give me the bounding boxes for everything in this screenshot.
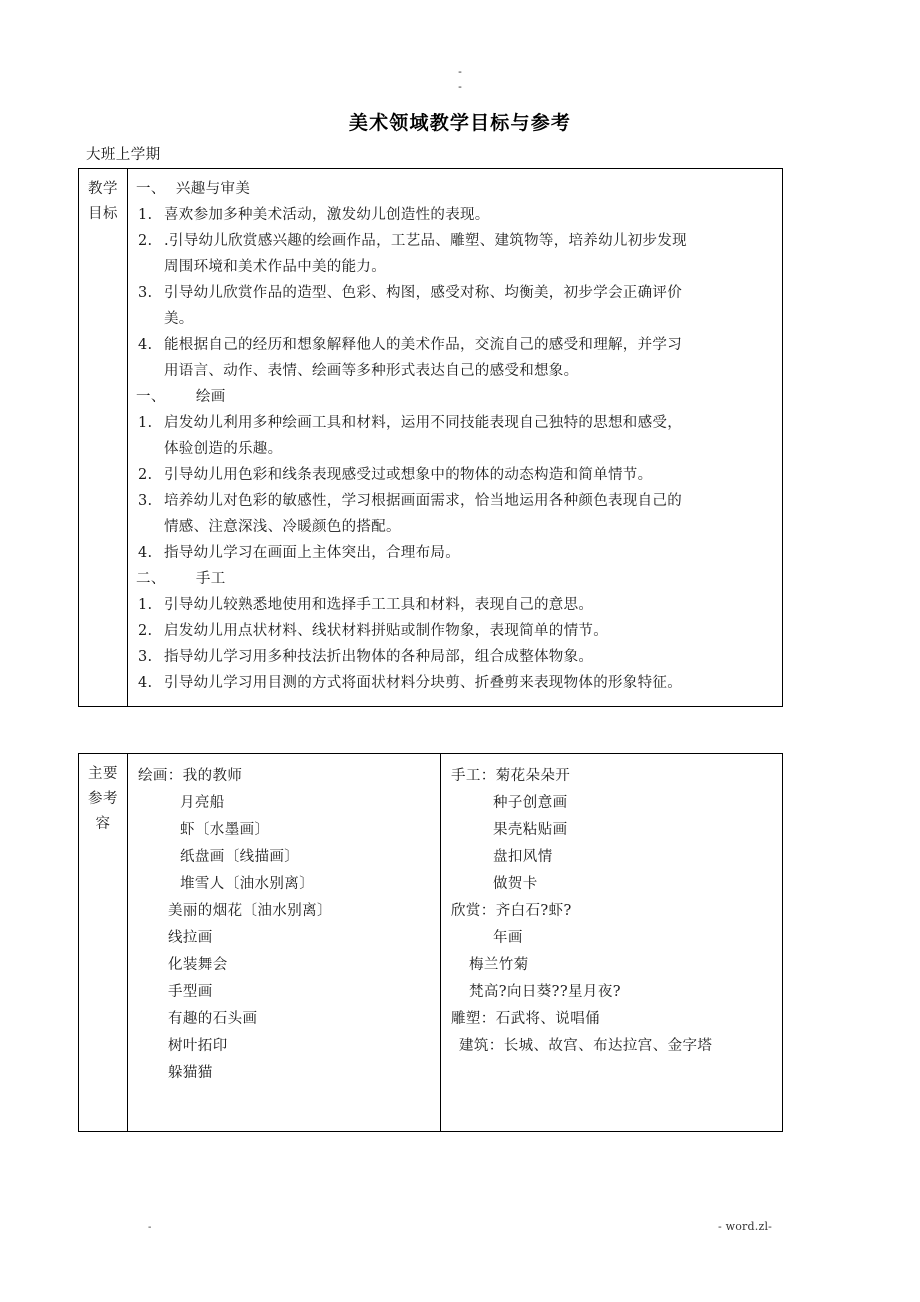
reference-list-item: 月亮船 <box>180 795 225 811</box>
reference-list-item: 有趣的石头画 <box>168 1011 258 1027</box>
document-subtitle: 大班上学期 <box>86 147 161 163</box>
list-item-number: 4. <box>138 675 153 691</box>
list-item-line: 引导幼儿用色彩和线条表现感受过或想象中的物体的动态构造和简单情节。 <box>164 467 653 483</box>
objectives-list-item <box>136 540 774 566</box>
objectives-list-item <box>136 592 774 618</box>
reference-list-item: 盘扣风情 <box>493 849 553 865</box>
list-item-line: 情感、注意深浅、冷暖颜色的搭配。 <box>164 519 401 535</box>
list-item-line: 引导幼儿欣赏作品的造型、色彩、构图，感受对称、均衡美，初步学会正确评价 <box>164 285 682 301</box>
list-item-line: 美。 <box>164 311 194 327</box>
objectives-label-line-2: 目标 <box>88 206 118 222</box>
list-item-line: .引导幼儿欣赏感兴趣的绘画作品，工艺品、雕塑、建筑物等，培养幼儿初步发现 <box>164 233 687 249</box>
list-item-number: 2. <box>138 623 153 639</box>
list-item-text <box>164 332 774 384</box>
reference-list-item: 雕塑：石武将、说唱俑 <box>451 1011 600 1027</box>
top-mark-2: - <box>458 80 462 93</box>
reference-list-item: 年画 <box>493 930 523 946</box>
page-title: 美术领域教学目标与参考 <box>348 112 572 134</box>
reference-list-item: 建筑：长城、故宫、布达拉宫、金字塔 <box>459 1038 713 1054</box>
list-item-line: 引导幼儿较熟悉地使用和选择手工工具和材料，表现自己的意思。 <box>164 597 594 613</box>
reference-list-item: 手型画 <box>168 984 213 1000</box>
reference-label-cell <box>79 754 128 1132</box>
list-item-text <box>164 280 774 332</box>
list-item-text <box>164 670 774 696</box>
objectives-list-item <box>136 462 774 488</box>
list-item-text <box>164 592 774 618</box>
list-item-number: 3. <box>138 649 153 665</box>
reference-list-item: 美丽的烟花〔油水别离〕 <box>168 903 332 919</box>
reference-list-item: 躲猫猫 <box>168 1065 213 1081</box>
objectives-list-item <box>136 280 774 332</box>
objectives-list-item <box>136 228 774 280</box>
list-item-line: 喜欢参加多种美术活动，激发幼儿创造性的表现。 <box>164 207 490 223</box>
main-reference-table <box>78 753 783 1132</box>
list-item-text <box>164 202 774 228</box>
list-item-line: 体验创造的乐趣。 <box>164 441 283 457</box>
footer-left-mark: - <box>148 1222 152 1233</box>
reference-list-item: 线拉画 <box>168 930 213 946</box>
reference-list-item: 堆雪人〔油水别离〕 <box>180 876 315 892</box>
list-item-text <box>164 540 774 566</box>
reference-list-item: 绘画：我的教师 <box>138 768 243 784</box>
objectives-list-item <box>136 202 774 228</box>
reference-column-spacer <box>451 1060 776 1094</box>
footer-watermark: - word.zl- <box>718 1220 773 1233</box>
list-item-number: 4. <box>138 545 153 561</box>
top-page-marks <box>0 64 920 94</box>
list-item-number: 2. <box>138 467 153 483</box>
objectives-section-heading: 二、 手工 <box>136 571 226 587</box>
reference-list-item: 纸盘画〔线描画〕 <box>180 849 300 865</box>
list-item-line: 启发幼儿利用多种绘画工具和材料，运用不同技能表现自己独特的思想和感受， <box>164 415 682 431</box>
objectives-list-item <box>136 670 774 696</box>
table-row <box>79 169 783 707</box>
reference-list-item: 果壳粘贴画 <box>493 822 568 838</box>
reference-list-item: 梅兰竹菊 <box>469 957 529 973</box>
list-item-number: 4. <box>138 337 153 353</box>
objectives-list-item <box>136 332 774 384</box>
teaching-objectives-table <box>78 168 783 707</box>
list-item-number: 3. <box>138 493 153 509</box>
list-item-text <box>164 228 774 280</box>
list-item-line: 用语言、动作、表情、绘画等多种形式表达自己的感受和想象。 <box>164 363 579 379</box>
list-item-number: 1. <box>138 207 153 223</box>
list-item-text <box>164 462 774 488</box>
objectives-list-item <box>136 644 774 670</box>
list-item-line: 周围环境和美术作品中美的能力。 <box>164 259 386 275</box>
objectives-list-item <box>136 488 774 540</box>
reference-label-line-2: 参考 <box>88 791 118 807</box>
list-item-line: 培养幼儿对色彩的敏感性，学习根据画面需求，恰当地运用各种颜色表现自己的 <box>164 493 682 509</box>
table-row <box>79 754 783 1132</box>
reference-drawing-column <box>128 754 441 1132</box>
reference-list-item: 欣赏：齐白石?虾? <box>451 903 572 919</box>
reference-column-spacer <box>138 1087 434 1121</box>
list-item-line: 能根据自己的经历和想象解释他人的美术作品，交流自己的感受和理解，并学习 <box>164 337 682 353</box>
reference-craft-column <box>441 754 783 1132</box>
list-item-text <box>164 618 774 644</box>
list-item-line: 指导幼儿学习用多种技法折出物体的各种局部，组合成整体物象。 <box>164 649 594 665</box>
objectives-list-item <box>136 618 774 644</box>
list-item-number: 1. <box>138 415 153 431</box>
reference-list-item: 种子创意画 <box>493 795 568 811</box>
list-item-number: 3. <box>138 285 153 301</box>
reference-list-item: 梵高?向日葵??星月夜? <box>469 984 621 1000</box>
list-item-text <box>164 410 774 462</box>
objectives-label-cell <box>79 169 128 707</box>
reference-label-line-3: 容 <box>95 816 111 832</box>
objectives-content-cell <box>128 169 783 707</box>
reference-list-item: 手工：菊花朵朵开 <box>451 768 571 784</box>
list-item-line: 引导幼儿学习用目测的方式将面状材料分块剪、折叠剪来表现物体的形象特征。 <box>164 675 682 691</box>
objectives-section-heading: 一、 兴趣与审美 <box>136 181 251 197</box>
list-item-number: 1. <box>138 597 153 613</box>
reference-label-line-1: 主要 <box>88 766 118 782</box>
list-item-text <box>164 644 774 670</box>
list-item-text <box>164 488 774 540</box>
top-mark-1: - <box>458 65 462 78</box>
reference-list-item: 虾〔水墨画〕 <box>180 822 270 838</box>
list-item-line: 启发幼儿用点状材料、线状材料拼贴或制作物象，表现简单的情节。 <box>164 623 608 639</box>
objectives-list-item <box>136 410 774 462</box>
reference-list-item: 做贺卡 <box>493 876 538 892</box>
objectives-label-line-1: 教学 <box>88 181 118 197</box>
list-item-number: 2. <box>138 233 153 249</box>
reference-list-item: 树叶拓印 <box>168 1038 228 1054</box>
list-item-line: 指导幼儿学习在画面上主体突出，合理布局。 <box>164 545 460 561</box>
reference-list-item: 化装舞会 <box>168 957 228 973</box>
objectives-section-heading: 一、 绘画 <box>136 389 226 405</box>
